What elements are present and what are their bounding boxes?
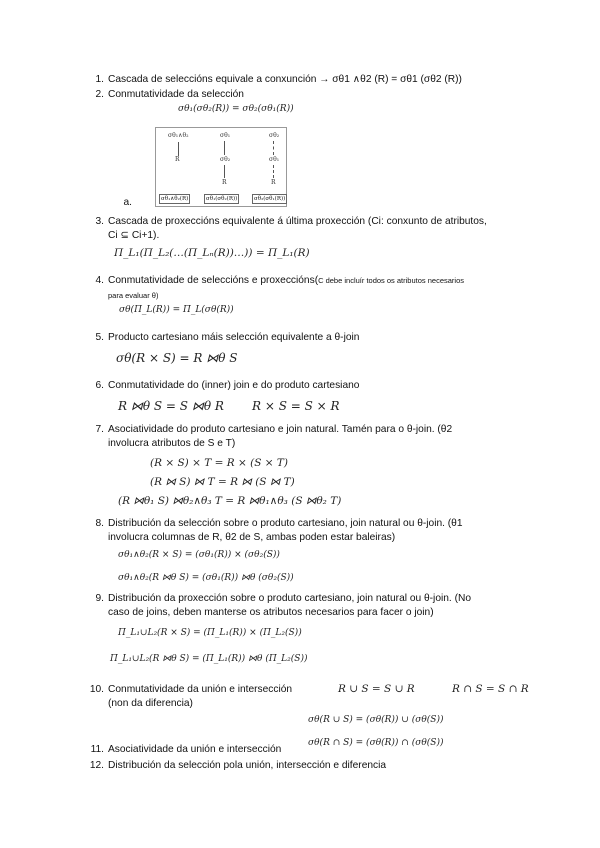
diagram-caption: σθ₁(σθ₂(R))	[206, 196, 238, 202]
formula-union-commutativity: R ∪ S = S ∪ R	[338, 683, 415, 695]
item-text: caso de joins, deben manterse os atributos necesarios para facer o join)	[108, 607, 434, 618]
item-number: 6.	[95, 380, 104, 391]
item-number: 10.	[89, 684, 104, 695]
item-number: a.	[123, 197, 132, 208]
item-text-main: Conmutatividade de seleccións e proxeccións(	[108, 275, 319, 286]
formula-product-associativity: (R × S) × T = R × (S × T)	[150, 457, 288, 469]
item-number: 5.	[95, 332, 104, 343]
item-number: 11.	[90, 744, 104, 755]
item-text: Producto cartesiano máis selección equivalente a θ-join	[108, 332, 360, 343]
item-text-small: C debe incluír todos os atributos necesarios	[318, 276, 465, 285]
item-number: 4.	[95, 275, 104, 286]
diagram-label: R	[222, 179, 227, 186]
diagram-label: R	[271, 179, 276, 186]
diagram-label: σθ₁	[220, 132, 231, 139]
diagram-edge	[224, 141, 225, 155]
item-text: Distribución da proxección sobre o produto cartesiano, join natural ou θ-join. (No	[108, 593, 471, 604]
item-text: Asociatividade do produto cartesiano e join natural. Tamén para o θ-join. (θ2	[108, 424, 453, 435]
item-text: Cascada de seleccións equivale a conxunción → σθ1 ∧θ2 (R) = σθ1 (σθ2 (R))	[108, 74, 462, 85]
diagram-edge	[178, 142, 179, 156]
diagram-caption: σθ₁∧θ₂(R)	[161, 196, 189, 202]
formula-selection-over-intersection: σθ(R ∩ S) = (σθ(R)) ∩ (σθ(S))	[308, 738, 444, 748]
item-number: 9.	[95, 593, 104, 604]
item-text: Conmutatividade da selección	[108, 89, 244, 100]
formula-projection-cascade: Π_L₁(Π_L₂(…(Π_Lₙ(R))…)) = Π_L₁(R)	[114, 247, 310, 259]
item-text: Distribución da selección pola unión, intersección e diferencia	[108, 760, 387, 771]
item-text: Ci ⊆ Ci+1).	[108, 230, 160, 241]
item-number: 1.	[95, 74, 104, 85]
formula-projection-over-join: Π_L₁∪L₂(R ⋈θ S) = (Π_L₁(R)) ⋈θ (Π_L₂(S))	[110, 654, 308, 664]
item-text-small: para evaluar θ)	[108, 291, 159, 300]
selection-tree-diagram	[155, 127, 287, 207]
item-text: Asociatividade da unión e intersección	[108, 744, 282, 755]
diagram-label: σθ₁∧θ₂	[168, 132, 189, 139]
diagram-label: σθ₁	[269, 156, 280, 163]
item-number: 3.	[95, 216, 104, 227]
item-text: involucra columnas de R, θ2 de S, ambas poden estar baleiras)	[108, 532, 396, 543]
formula-projection-over-product: Π_L₁∪L₂(R × S) = (Π_L₁(R)) × (Π_L₂(S))	[118, 628, 302, 638]
item-number: 8.	[95, 518, 104, 529]
item-text: Cascada de proxeccións equivalente á última proxección (Ci: conxunto de atributos,	[108, 216, 487, 227]
item-text: Conmutatividade da unión e intersección	[108, 684, 293, 695]
formula-selection-commutativity: σθ₁(σθ₂(R)) = σθ₂(σθ₁(R))	[178, 104, 294, 114]
formula-intersection-commutativity: R ∩ S = S ∩ R	[452, 683, 529, 695]
item-text	[108, 274, 464, 287]
formula-theta-join-associativity: (R ⋈θ₁ S) ⋈θ₂∧θ₃ T = R ⋈θ₁∧θ₃ (S ⋈θ₂ T)	[118, 495, 342, 507]
formula-product-commutativity: R × S = S × R	[252, 399, 340, 413]
item-text: Conmutatividade do (inner) join e do produto cartesiano	[108, 380, 360, 391]
formula-theta-join: σθ(R × S) = R ⋈θ S	[116, 351, 238, 365]
diagram-label: σθ₂	[220, 156, 231, 163]
diagram-caption: σθ₂(σθ₁(R))	[254, 196, 286, 202]
diagram-label: R	[175, 156, 180, 163]
diagram-edge	[224, 165, 225, 178]
item-text: (non da diferencia)	[108, 698, 193, 709]
formula-join-associativity: (R ⋈ S) ⋈ T = R ⋈ (S ⋈ T)	[150, 476, 295, 488]
formula-join-commutativity: R ⋈θ S = S ⋈θ R	[118, 399, 224, 413]
formula-selection-projection: σθ(Π_L(R)) = Π_L(σθ(R))	[119, 305, 234, 315]
item-text: involucra atributos de S e T)	[108, 438, 236, 449]
item-number: 12.	[89, 760, 104, 771]
formula-selection-over-product: σθ₁∧θ₂(R × S) = (σθ₁(R)) × (σθ₂(S))	[118, 550, 280, 560]
formula-selection-over-join: σθ₁∧θ₂(R ⋈θ S) = (σθ₁(R)) ⋈θ (σθ₂(S))	[118, 573, 294, 583]
diagram-edge	[273, 165, 274, 178]
diagram-label: σθ₂	[269, 132, 280, 139]
item-number: 7.	[95, 424, 104, 435]
item-number: 2.	[95, 89, 104, 100]
formula-selection-over-union: σθ(R ∪ S) = (σθ(R)) ∪ (σθ(S))	[308, 715, 444, 725]
item-text: Distribución da selección sobre o produto cartesiano, join natural ou θ-join. (θ1	[108, 518, 463, 529]
diagram-edge	[273, 141, 274, 155]
